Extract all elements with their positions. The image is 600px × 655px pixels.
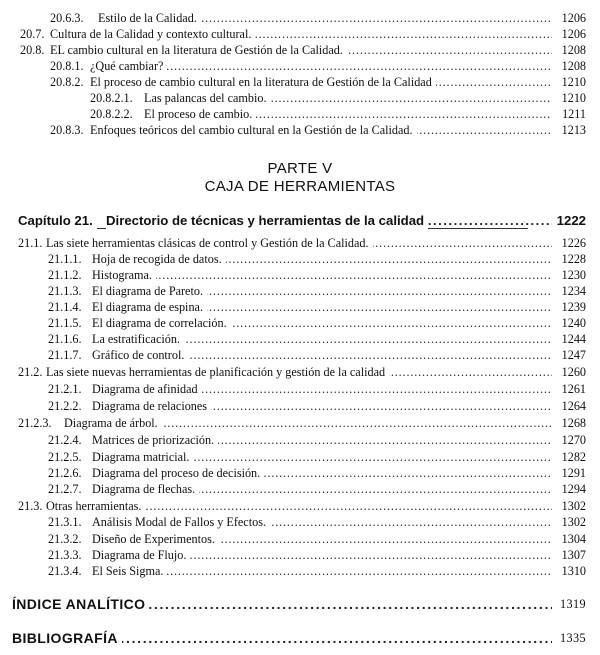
entry-page: 1228 xyxy=(558,251,586,267)
toc-entry-21-2-5 xyxy=(0,449,600,465)
leader-dots xyxy=(100,563,552,579)
entry-title: La estratificación. xyxy=(92,331,184,347)
entry-page: 1260 xyxy=(558,364,586,380)
entry-number: 21.2.5. xyxy=(48,449,86,465)
entry-number: 21.1.4. xyxy=(48,299,86,315)
entry-title: Cultura de la Calidad y contexto cultural. xyxy=(50,26,255,42)
entry-number: 21.1.5. xyxy=(48,315,86,331)
entry-page: 1335 xyxy=(556,629,586,647)
entry-title: Estilo de la Calidad. xyxy=(98,10,201,26)
toc-entry-21-1-6 xyxy=(0,331,600,347)
entry-title: Diagrama de relaciones xyxy=(92,398,211,414)
toc-entry-21-2 xyxy=(0,364,600,380)
entry-title: El diagrama de Pareto. xyxy=(92,283,207,299)
entry-title: Otras herramientas. xyxy=(46,498,145,514)
entry-title: Gráfico de control. xyxy=(92,347,188,363)
toc-entry-21-2-2 xyxy=(0,398,600,414)
entry-page: 1302 xyxy=(558,514,586,530)
entry-title: El Seis Sigma. xyxy=(92,563,167,579)
toc-entry-21-1 xyxy=(0,235,600,251)
entry-number: 20.8. xyxy=(20,42,48,58)
entry-number: 21.1.2. xyxy=(48,267,86,283)
entry-title: El proceso de cambio cultural en la literatura de Gestión de la Calidad xyxy=(90,74,436,90)
entry-title: Matrices de priorización. xyxy=(92,432,218,448)
toc-entry-21-3-4 xyxy=(0,563,600,579)
entry-number: 21.2.6. xyxy=(48,465,86,481)
entry-number: 20.8.2.2. xyxy=(90,106,137,122)
entry-number: 21.3.3. xyxy=(48,547,86,563)
entry-number: 20.8.2. xyxy=(50,74,88,90)
entry-title: Enfoques teóricos del cambio cultural en la Gestión de la Calidad. xyxy=(90,122,417,138)
entry-title: ÍNDICE ANALÍTICO xyxy=(12,595,149,613)
toc-entry-21-2-6 xyxy=(0,465,600,481)
entry-page: 1208 xyxy=(558,58,586,74)
entry-number: 20.8.3. xyxy=(50,122,88,138)
toc-entry-21-2-1 xyxy=(0,381,600,397)
entry-title: BIBLIOGRAFÍA xyxy=(12,629,122,647)
entry-number: 21.3.1. xyxy=(48,514,86,530)
toc-entry-20-7 xyxy=(0,26,600,42)
entry-title: Las palancas del cambio. xyxy=(144,90,271,106)
part-label: PARTE V xyxy=(267,160,333,177)
toc-entry-21-3-2 xyxy=(0,531,600,547)
entry-title: Histograma. xyxy=(92,267,156,283)
entry-page: 1240 xyxy=(558,315,586,331)
toc-entry-20-8-2 xyxy=(0,74,600,90)
entry-title: El diagrama de correlación. xyxy=(92,315,231,331)
entry-page: 1206 xyxy=(558,26,586,42)
toc-entry-indice-analitico xyxy=(0,595,600,613)
toc-entry-21-2-3 xyxy=(0,415,600,431)
chapter-label: Capítulo 21. xyxy=(18,212,97,230)
chapter-title: Directorio de técnicas y herramientas de la calidad xyxy=(106,212,428,230)
entry-number: 21.2.1. xyxy=(48,381,86,397)
entry-page: 1213 xyxy=(558,122,586,138)
entry-page: 1307 xyxy=(558,547,586,563)
leader-dots xyxy=(100,58,552,74)
entry-title: Diseño de Experimentos. xyxy=(92,531,219,547)
toc-entry-21-3-3 xyxy=(0,547,600,563)
entry-number: 21.2.7. xyxy=(48,481,86,497)
entry-page: 1282 xyxy=(558,449,586,465)
entry-number: 21.1.1. xyxy=(48,251,86,267)
entry-title: Diagrama matricial. xyxy=(92,449,193,465)
entry-number: 20.7. xyxy=(20,26,48,42)
entry-page: 1210 xyxy=(558,74,586,90)
toc-entry-21-1-1 xyxy=(0,251,600,267)
toc-entry-21-3-1 xyxy=(0,514,600,530)
entry-number: 21.1. xyxy=(18,235,46,251)
entry-number: 20.8.2.1. xyxy=(90,90,137,106)
entry-number: 21.3.2. xyxy=(48,531,86,547)
toc-entry-21-1-4 xyxy=(0,299,600,315)
entry-page: 1206 xyxy=(558,10,586,26)
entry-title: ¿Qué cambiar? xyxy=(90,58,167,74)
entry-page: 1291 xyxy=(558,465,586,481)
toc-entry-21-1-2 xyxy=(0,267,600,283)
entry-title: Diagrama de árbol. xyxy=(64,415,162,431)
entry-page: 1261 xyxy=(558,381,586,397)
entry-page: 1211 xyxy=(558,106,586,122)
entry-number: 20.8.1. xyxy=(50,58,88,74)
entry-number: 21.1.3. xyxy=(48,283,86,299)
entry-title: Diagrama de afinidad xyxy=(92,381,202,397)
toc-entry-bibliografia xyxy=(0,629,600,647)
entry-page: 1247 xyxy=(558,347,586,363)
entry-number: 21.2.3. xyxy=(18,415,56,431)
entry-title: El diagrama de espina. xyxy=(92,299,207,315)
toc-entry-20-6-3 xyxy=(0,10,600,26)
toc-entry-21-1-3 xyxy=(0,283,600,299)
toc-entry-21-1-7 xyxy=(0,347,600,363)
entry-page: 1310 xyxy=(558,563,586,579)
toc-entry-21-2-7 xyxy=(0,481,600,497)
entry-page: 1210 xyxy=(558,90,586,106)
entry-page: 1294 xyxy=(558,481,586,497)
entry-page: 1264 xyxy=(558,398,586,414)
entry-number: 21.3. xyxy=(18,498,46,514)
toc-entry-20-8-1 xyxy=(0,58,600,74)
entry-page: 1270 xyxy=(558,432,586,448)
entry-page: 1239 xyxy=(558,299,586,315)
entry-title: El proceso de cambio. xyxy=(144,106,256,122)
entry-page: 1230 xyxy=(558,267,586,283)
toc-entry-21-2-4 xyxy=(0,432,600,448)
entry-number: 21.2.2. xyxy=(48,398,86,414)
entry-page: 1208 xyxy=(558,42,586,58)
entry-page: 1304 xyxy=(558,531,586,547)
toc-entry-20-8-3 xyxy=(0,122,600,138)
entry-title: EL cambio cultural en la literatura de Gestión de la Calidad. xyxy=(50,42,347,58)
chapter-page: 1222 xyxy=(553,212,586,230)
entry-title: Las siete herramientas clásicas de control y Gestión de la Calidad. xyxy=(46,235,373,251)
toc-entry-21-1-5 xyxy=(0,315,600,331)
entry-title: Diagrama de flechas. xyxy=(92,481,199,497)
entry-title: Diagrama de Flujo. xyxy=(92,547,190,563)
toc-entry-21-3 xyxy=(0,498,600,514)
entry-number: 21.1.7. xyxy=(48,347,86,363)
entry-page: 1319 xyxy=(556,595,586,613)
entry-page: 1226 xyxy=(558,235,586,251)
toc-entry-20-8 xyxy=(0,42,600,58)
toc-entry-20-8-2-2 xyxy=(0,106,600,122)
entry-page: 1268 xyxy=(558,415,586,431)
entry-page: 1302 xyxy=(558,498,586,514)
entry-number: 21.1.6. xyxy=(48,331,86,347)
entry-number: 20.6.3. xyxy=(50,10,88,26)
entry-page: 1234 xyxy=(558,283,586,299)
part-title: CAJA DE HERRAMIENTAS xyxy=(204,178,396,195)
entry-number: 21.3.4. xyxy=(48,563,86,579)
toc-entry-20-8-2-1 xyxy=(0,90,600,106)
entry-title: Diagrama del proceso de decisión. xyxy=(92,465,264,481)
entry-title: Hoja de recogida de datos. xyxy=(92,251,226,267)
entry-title: Análisis Modal de Fallos y Efectos. xyxy=(92,514,270,530)
entry-number: 21.2. xyxy=(18,364,46,380)
chapter-heading xyxy=(0,212,600,230)
leader-dots xyxy=(100,267,552,283)
entry-number: 21.2.4. xyxy=(48,432,86,448)
entry-page: 1244 xyxy=(558,331,586,347)
entry-title: Las siete nuevas herramientas de planificación y gestión de la calidad xyxy=(46,364,389,380)
